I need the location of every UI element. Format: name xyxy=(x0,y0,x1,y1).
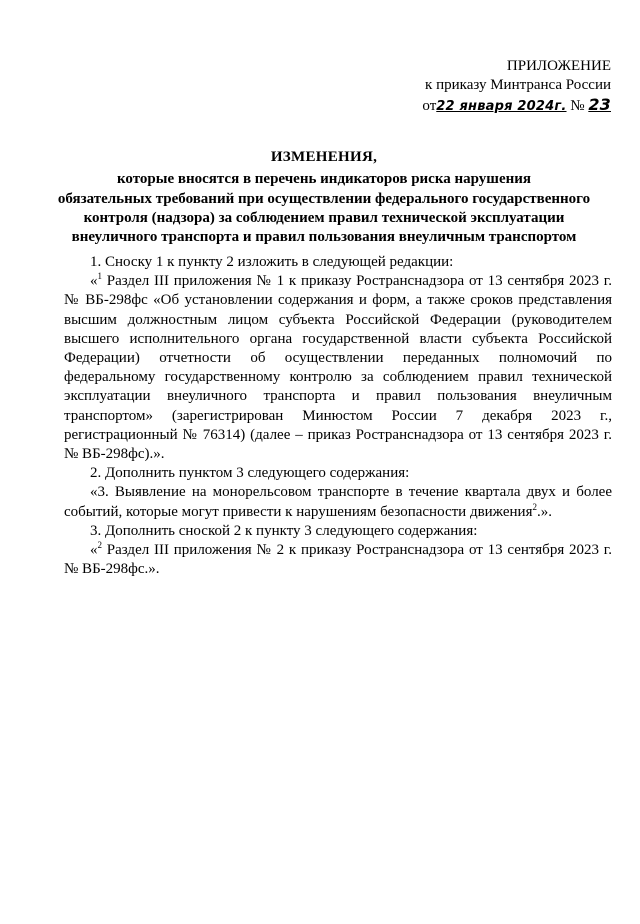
item-2-instruction: 2. Дополнить пунктом 3 следующего содержания: xyxy=(90,465,410,482)
handwritten-date: 22 января 2024г. xyxy=(436,99,567,114)
footnote-marker-1: 1 xyxy=(97,271,102,282)
item-2-text: «3. Выявление на монорельсовом транспорте в течение квартала двух и более событий, которые могут привести к нарушениям безопасности движения$^2$.». xyxy=(64,484,612,520)
appendix-title: ПРИЛОЖЕНИЕ xyxy=(506,58,611,74)
number-label: № xyxy=(570,98,585,114)
item-1-footnote-text: «$^1$ Раздел III приложения № 1 к приказу Ространснадзора от 13 сентября 2023 г. № ВБ-298фс «Об установлении содержания и форм, а также сроков представления высшим должностным лицом субъекта Российской Федерации (руководителем высшего исполнительного органа государственной власти субъекта Российской Федерации) отчетности об осуществлении переданных полномочий по федеральному государственному контролю за соблюдением правил технической эксплуатации внеуличного транспорта и правил пользования внеуличным транспортом» (зарегистрирован Минюстом России 7 декабря 2023 г., регистрационный № 76314) (далее – приказ Ространснадзора от 13 сентября 2023 г. № ВБ-298фс).». xyxy=(64,271,612,463)
heading-title: ИЗМЕНЕНИЯ, xyxy=(270,149,378,165)
heading-line: внеуличного транспорта и правил пользования внеуличным транспортом xyxy=(71,229,577,246)
heading-line: контроля (надзора) за соблюдением правил технической эксплуатации xyxy=(83,209,565,226)
heading-line: которые вносятся в перечень индикаторов риска нарушения xyxy=(116,171,532,188)
handwritten-number: 23 xyxy=(588,95,611,114)
heading-line: обязательных требований при осуществлении федерального государственного xyxy=(57,190,591,207)
item-1-instruction: 1. Сноску 1 к пункту 2 изложить в следующей редакции: xyxy=(90,254,454,270)
appendix-reference: к приказу Минтранса России xyxy=(425,77,611,93)
appendix-dateline xyxy=(422,95,611,116)
footnote-marker-2b: 2 xyxy=(97,540,102,551)
footnote-marker-2: 2 xyxy=(532,501,537,512)
from-label: от xyxy=(422,98,437,114)
appendix-header xyxy=(422,57,611,116)
document-body xyxy=(64,253,612,579)
item-3-instruction: 3. Дополнить сноской 2 к пункту 3 следующего содержания: xyxy=(90,522,478,539)
document-heading xyxy=(40,148,608,247)
item-3-footnote-text: «$^2$ Раздел III приложения № 2 к приказу Ространснадзора от 13 сентября 2023 г. № ВБ-298фс.». xyxy=(64,540,612,578)
